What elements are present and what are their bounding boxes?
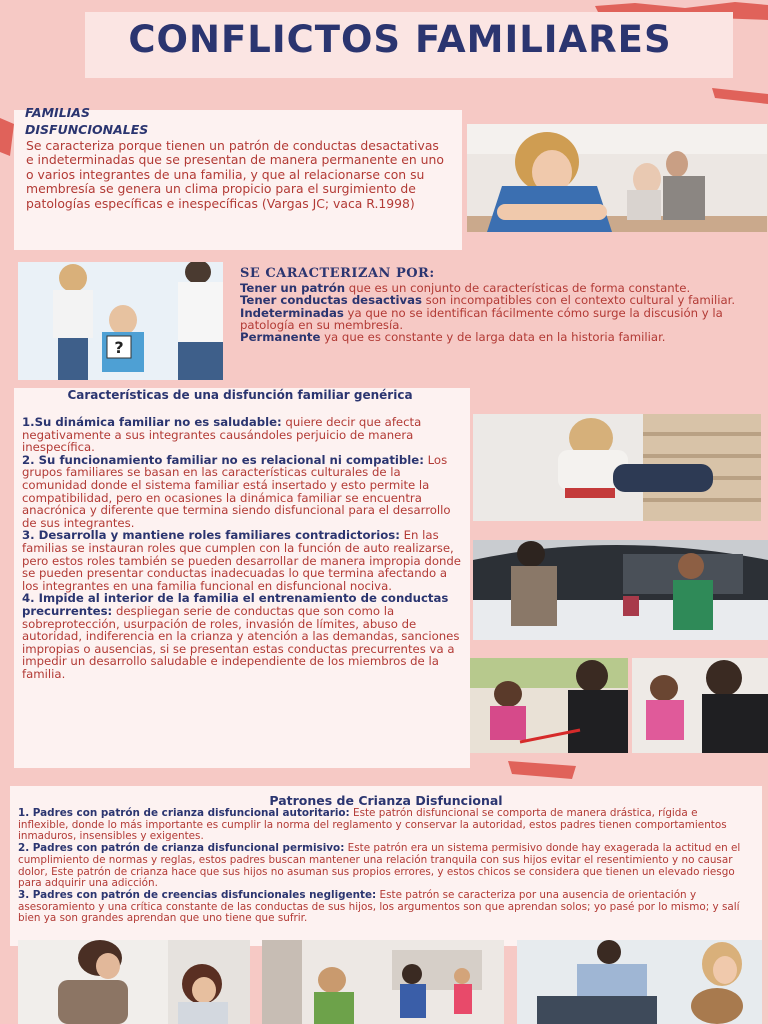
familias-text: Se caracteriza porque tienen un patrón de conductas desactativas e indeterminadas que se presentan de manera permanente en uno o varios integrantes de una familia, y que al relacionarse con su membresía se genera un clima propicio para el surgimiento de patologías específicas e inespecíficas (Vargas JC; vaca R.1998) [26,138,444,211]
generica-heading: Características de una disfunción familiar genérica [67,388,413,402]
photo-child-question [18,262,223,380]
patrones-term: 2. Padres con patrón de crianza disfuncional permisivo: [18,842,345,855]
generica-text: Los grupos familiares se basan en las características culturales de la comunidad donde el sistema familiar está insertado y esto permite la compatibilidad, pero en ocasiones la dinámica familiar se encuentra anacrónica y diferente que termina siendo disfuncional para el desarrollo de sus integrantes. [22,452,451,530]
caracterizan-term: Permanente [240,330,321,345]
caracterizan-text: son incompatibles con el contexto cultural y familiar. [421,293,736,308]
generica-text: despliegan serie de conductas que son como la sobreprotección, usurpación de roles, invasión de límites, abuso de autoridad, indiferencia en la crianza y atención a las demandas, sanciones impropias o ausencias, si se presentan estas conductas precurrentes va a impedir un desarrollo saludable e independiente de los miembros de la familia. [22,603,460,681]
patrones-item [18,808,748,843]
caracterizan-term: Tener un patrón [240,281,346,295]
photo-mother-daughter [632,658,768,753]
question-card-symbol: ? [114,338,124,357]
generica-item [22,592,462,680]
patrones-item [18,843,748,890]
caracterizan-term: Tener conductas desactivas [240,293,422,308]
generica-text: quiere decir que afecta negativamente a sus integrantes causándoles perjuicio de manera inespecífica. [22,415,422,455]
patrones-term: 1. Padres con patrón de crianza disfuncional autoritario: [18,807,350,819]
patrones-list [18,808,748,925]
photo-family-chaos [262,940,504,1024]
generica-item [22,529,462,592]
generica-list [22,416,462,680]
caracterizan-text: que es un conjunto de características de forma constante. [345,281,691,295]
caracterizan-heading: SE CARACTERIZAN POR: [240,266,435,281]
patrones-term: 3. Padres con patrón de creencias disfuncionales negligente: [18,888,377,901]
caracterizan-item [240,331,740,343]
caracterizan-term: Indeterminadas [240,305,344,320]
caracterizan-list [240,282,740,343]
photo-girl-stairs [473,414,761,521]
generica-term: 3. Desarrolla y mantiene roles familiares contradictorios: [22,528,400,543]
page-title: CONFLICTOS FAMILIARES [128,18,672,61]
patrones-text: Este patrón era un sistema permisivo donde hay exagerada la actitud en el cumplimiento de normas y reglas, estos padres buscan mantener una relación tranquila con sus hijos evitar el resentimiento y no causar dolor, Este patrón de crianza hace que sus hijos no asuman sus propios errores, y estos chicos se considera que tienen un elevado riesgo para adquirir una adicción. [18,842,741,890]
patrones-heading: Patrones de Crianza Disfuncional [269,793,503,808]
caracterizan-item [240,307,740,332]
photo-mother-scolding [18,940,250,1024]
caracterizan-text: ya que no se identifican fácilmente cómo surge la discusión y la patología en su membresía. [240,305,723,332]
generica-term: 2. Su funcionamiento familiar no es relacional ni compatible: [22,452,424,467]
generica-term: 4. Impide al interior de la familia el entrenamiento de conductas precurrentes: [22,591,449,618]
decor-right-strip [712,84,768,106]
caracterizan-text: ya que es constante y de larga data en la historia familiar. [320,330,666,345]
generica-item [22,416,462,454]
decor-mid-strip [508,758,578,780]
generica-item [22,454,462,530]
photo-father-laptop [517,940,762,1024]
photo-child-car [473,540,768,640]
photo-mother-phone [470,658,628,753]
photo-crying-woman [467,124,767,232]
generica-term: 1.Su dinámica familiar no es saludable: [22,415,282,429]
patrones-item [18,890,748,925]
generica-text: En las familias se instauran roles que cumplen con la función de auto realizarse, pero estos roles también se pueden desarrollar de manera impropia donde se pueden presentar conductas inadecuadas lo que termina afectando a los integrantes en una familia funcional en disfuncional nociva. [22,528,461,593]
patrones-text: Este patrón disfuncional se comporta de manera drástica, rígida e inflexible, donde lo más importante es cumplir la norma del reglamento y conservar la autoridad, estos padres tienen comportamientos inmaduros, insensibles y exigentes. [18,807,727,843]
patrones-text: Este patrón se caracteriza por una ausencia de orientación y asesoramiento y una crítica constante de las conductas de sus hijos, los argumentos son que aprendan solos; yo pasé por lo mismo; y salí bien ya son grandes aprendan que uno tiene que sufrir. [18,888,740,925]
familias-heading: FAMILIAS DISFUNCIONALES [25,105,149,137]
